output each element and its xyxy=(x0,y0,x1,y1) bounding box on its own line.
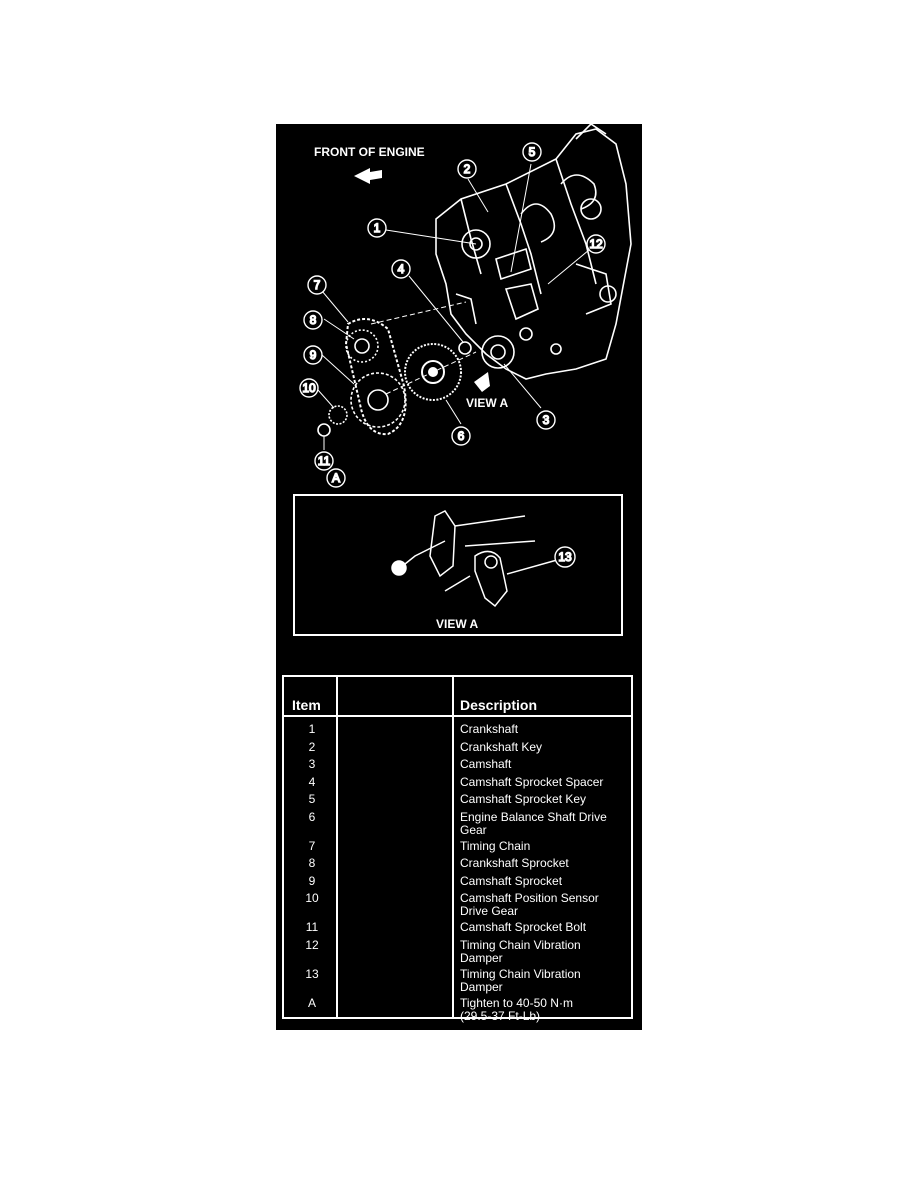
callout-1 xyxy=(368,219,386,237)
callout-12 xyxy=(587,235,605,253)
svg-text:A: A xyxy=(331,471,341,485)
row-item-number: 11 xyxy=(305,920,319,934)
leader-lines xyxy=(318,164,589,450)
parts-table xyxy=(282,675,633,1023)
row-description-line: (29.5-37 Ft-Lb) xyxy=(460,1008,541,1023)
callout-7 xyxy=(308,276,326,294)
callout-8 xyxy=(304,311,322,329)
crankshaft-sprocket xyxy=(346,330,378,362)
sprocket-spacer xyxy=(459,342,471,354)
row-description-line: Engine Balance Shaft Drive xyxy=(460,809,607,824)
svg-text:4: 4 xyxy=(397,262,405,276)
front-arrow-icon xyxy=(354,168,382,184)
svg-text:10: 10 xyxy=(302,381,316,395)
svg-text:13: 13 xyxy=(558,550,572,564)
callout-9 xyxy=(304,346,322,364)
callout-5 xyxy=(523,143,541,161)
svg-text:12: 12 xyxy=(589,237,603,251)
svg-text:7: 7 xyxy=(313,278,321,292)
callout-6 xyxy=(452,427,470,445)
row-item-number: 13 xyxy=(305,966,319,981)
row-description-line: Gear xyxy=(460,822,487,837)
callout-11 xyxy=(315,452,333,470)
svg-text:3: 3 xyxy=(542,413,550,427)
header-item: Item xyxy=(292,697,321,713)
row-description xyxy=(460,968,630,994)
row-item-number: A xyxy=(307,995,316,1010)
row-description xyxy=(460,776,630,789)
row-description xyxy=(460,857,630,870)
row-description-line: Tighten to 40-50 N·m xyxy=(460,995,573,1010)
sensor-drive-gear xyxy=(318,406,347,436)
view-a-drawing xyxy=(295,496,621,634)
row-description xyxy=(460,723,630,736)
header-divider xyxy=(284,715,631,717)
row-item-number: 8 xyxy=(308,856,316,870)
row-description xyxy=(460,892,630,918)
svg-text:11: 11 xyxy=(317,454,331,468)
row-description-line: Timing Chain xyxy=(460,838,531,853)
row-description-line: Camshaft xyxy=(460,757,512,771)
diagram-panel xyxy=(276,124,642,1030)
view-a-arrow-icon xyxy=(474,372,490,392)
row-description-line: Camshaft Position Sensor xyxy=(460,891,599,905)
row-item-number: 10 xyxy=(305,891,319,905)
row-description-line: Camshaft Sprocket Bolt xyxy=(460,920,587,934)
svg-text:5: 5 xyxy=(528,145,536,159)
callout-4 xyxy=(392,260,410,278)
row-description xyxy=(460,793,630,806)
callout-13 xyxy=(555,547,575,567)
callout-2 xyxy=(458,160,476,178)
row-item-number: 6 xyxy=(308,809,316,824)
row-item-number: 12 xyxy=(305,937,319,952)
row-item-number: 3 xyxy=(308,757,316,771)
header-description: Description xyxy=(460,697,538,713)
row-description xyxy=(460,758,630,771)
row-description xyxy=(460,997,630,1023)
callout-10 xyxy=(300,379,318,397)
svg-text:1: 1 xyxy=(373,221,381,235)
row-description xyxy=(460,811,630,837)
row-description xyxy=(460,741,630,754)
row-description xyxy=(460,840,630,853)
row-description xyxy=(460,921,630,934)
row-item-number: 9 xyxy=(308,873,316,888)
view-a-inset xyxy=(293,494,623,636)
row-description-line: Crankshaft Sprocket xyxy=(460,856,569,870)
inset-view-a-label: VIEW A xyxy=(436,617,479,631)
timing-chain xyxy=(346,319,406,434)
svg-text:2: 2 xyxy=(463,162,471,176)
row-description-line: Damper xyxy=(460,950,503,965)
callout-3 xyxy=(537,411,555,429)
row-description xyxy=(460,939,630,965)
row-description xyxy=(460,875,630,888)
vibration-damper-sketch xyxy=(392,511,557,606)
svg-text:8: 8 xyxy=(309,313,317,327)
row-description-line: Crankshaft Key xyxy=(460,739,543,754)
row-description-line: Camshaft Sprocket xyxy=(460,873,563,888)
row-description-line: Drive Gear xyxy=(460,904,519,918)
row-description-line: Timing Chain Vibration xyxy=(460,966,581,981)
row-description-line: Camshaft Sprocket Key xyxy=(460,792,587,806)
row-description-line: Camshaft Sprocket Spacer xyxy=(460,774,604,789)
callout-A xyxy=(327,469,345,487)
row-item-number: 1 xyxy=(308,722,316,736)
row-item-number: 7 xyxy=(308,838,316,853)
column-separator xyxy=(452,677,454,1017)
front-of-engine-label: FRONT OF ENGINE xyxy=(314,145,425,159)
row-item-number: 5 xyxy=(308,792,316,806)
row-description-line: Crankshaft xyxy=(460,722,519,736)
svg-text:6: 6 xyxy=(457,429,465,443)
view-a-label: VIEW A xyxy=(466,396,509,410)
row-item-number: 4 xyxy=(308,774,316,789)
row-description-line: Damper xyxy=(460,979,503,994)
row-item-number: 2 xyxy=(308,739,316,754)
row-description-line: Timing Chain Vibration xyxy=(460,937,581,952)
svg-text:9: 9 xyxy=(309,348,317,362)
